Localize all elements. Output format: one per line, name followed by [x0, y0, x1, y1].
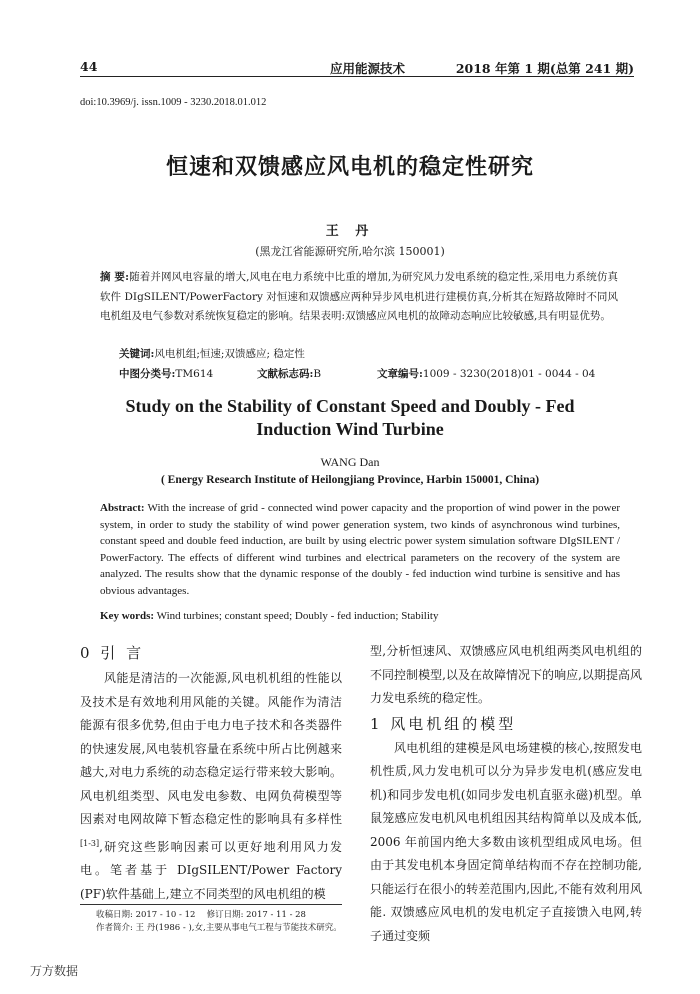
abstract-cn-text: 随着并网风电容量的增大,风电在电力系统中比重的增加,为研究风力发电系统的稳定性,采用电力系统仿真软件 DIgSILENT/PowerFactory 对恒速和双馈感应两种异步风电机进行建模仿真,分析其在短路故障时不同风电机组及电气参数对系统恢复稳定的影响。结果表明:双馈感应风电机的故障动态响应比较敏感,具有明显优势。: [100, 271, 618, 322]
doc-code-label: 文献标志码:: [257, 368, 314, 380]
clc-value: TM614: [175, 368, 214, 380]
intro-paragraph: [80, 667, 342, 906]
abstract-en: [100, 500, 620, 600]
clc-label: 中图分类号:: [119, 368, 176, 380]
abstract-cn-label: 摘 要:: [100, 271, 129, 283]
doc-code-value: B: [313, 368, 322, 380]
abstract-en-label: Abstract:: [100, 502, 145, 514]
watermark: 万方数据: [30, 964, 79, 978]
classification-row: [119, 366, 619, 381]
keywords-en: [100, 610, 620, 622]
paper-title-cn: 恒速和双馈感应风电机的稳定性研究: [165, 154, 534, 180]
footnote-author-bio: 作者简介: 王 丹(1986 - ),女,主要从事电气工程与节能技术研究。: [96, 923, 342, 933]
keywords-en-label: Key words:: [100, 610, 155, 622]
abstract-cn: [100, 268, 618, 327]
journal-name: 应用能源技术: [330, 61, 406, 76]
author-cn: 王 丹: [325, 224, 375, 239]
abstract-en-text: With the increase of grid - connected wind power capacity and the proportion of wind power in the power system, in order to study the stability of wind power generation system, two kinds of asynchronous wind turbines, constant speed and double feed induction, are built by using electric power system simulation software DIgSILENT / PowerFactory. The effects of different wind turbines and electrical parameters on the recovery of the system are analyzed. The results show that the dynamic response of the doubly - fed induction wind turbine is sensitive and has obvious advantages.: [100, 502, 620, 597]
footnote-divider: [80, 904, 342, 905]
issue-info: 2018 年第 1 期(总第 241 期): [455, 61, 634, 76]
title-en-line2: Induction Wind Turbine: [256, 419, 444, 439]
keywords-en-text: Wind turbines; constant speed; Doubly - fed induction; Stability: [154, 610, 439, 622]
intro-text-a: 风能是清洁的一次能源,风电机机组的性能以及技术是有效地利用风能的关键。风能作为清洁能源有很多优势,但由于电力电子技术和各类器件的快速发展,风电装机容量在系统中所占比例越来越大,对电力系统的动态稳定运行带来较大影响。风电机组类型、风电发电参数、电网负荷模型等因素对电网故障下暂态稳定性的影响具有多样性: [80, 671, 342, 826]
footnote: [96, 909, 346, 935]
model-paragraph: 风电机组的建模是风电场建模的核心,按照发电机性质,风力发电机可以分为异步发电机(感应发电机)和同步发电机(如同步发电机直驱永磁)机型。单鼠笼感应发电机风电机组因其结构简单以及成本低, 2006 年前国内绝大多数由该机型组成风电场。但由于其发电机本身固定简单结构而不存在控制功能,只能运行在很小的转差范围内,因此,不能有效利用风能. 双馈感应风电机的发电机定子直接馈入电网,转子通过变频: [370, 740, 642, 943]
section-0-heading: 0 引 言: [80, 644, 145, 662]
intro-text-b: ,研究这些影响因素可以更好地利用风力发电。笔者基于 DIgSILENT/Power Factory (PF)软件基础上,建立不同类型的风电机组的模: [80, 839, 342, 901]
affiliation-en: ( Energy Research Institute of Heilongjiang Province, Harbin 150001, China): [160, 474, 540, 486]
article-number-value: 1009 - 3230(2018)01 - 0044 - 04: [422, 368, 596, 380]
affiliation-cn: (黑龙江省能源研究所,哈尔滨 150001): [255, 245, 445, 258]
paper-title-en: [0, 395, 700, 441]
author-en: WANG Dan: [320, 455, 380, 469]
keywords-cn-text: 风电机组;恒速;双馈感应; 稳定性: [154, 348, 305, 360]
keywords-cn: [119, 346, 305, 361]
doi: doi:10.3969/j. issn.1009 - 3230.2018.01.012: [80, 97, 267, 108]
right-column: [370, 640, 642, 948]
keywords-cn-label: 关键词:: [119, 348, 155, 360]
section-1-heading: 1 风电机组的模型: [370, 714, 517, 733]
footnote-dates: 收稿日期: 2017 - 10 - 12 修订日期: 2017 - 11 - 28: [96, 910, 306, 920]
running-header: [80, 56, 634, 77]
left-column: [80, 667, 342, 906]
intro-continuation: 型,分析恒速风、双馈感应风电机组两类风电机组的不同控制模型,以及在故障情况下的响应,以期提高风力发电系统的稳定性。: [370, 644, 642, 705]
article-number-label: 文章编号:: [377, 368, 423, 380]
page-number: 44: [80, 59, 98, 74]
title-en-line1: Study on the Stability of Constant Speed and Doubly - Fed: [125, 396, 575, 416]
citation-1-3: [1-3]: [80, 838, 100, 848]
